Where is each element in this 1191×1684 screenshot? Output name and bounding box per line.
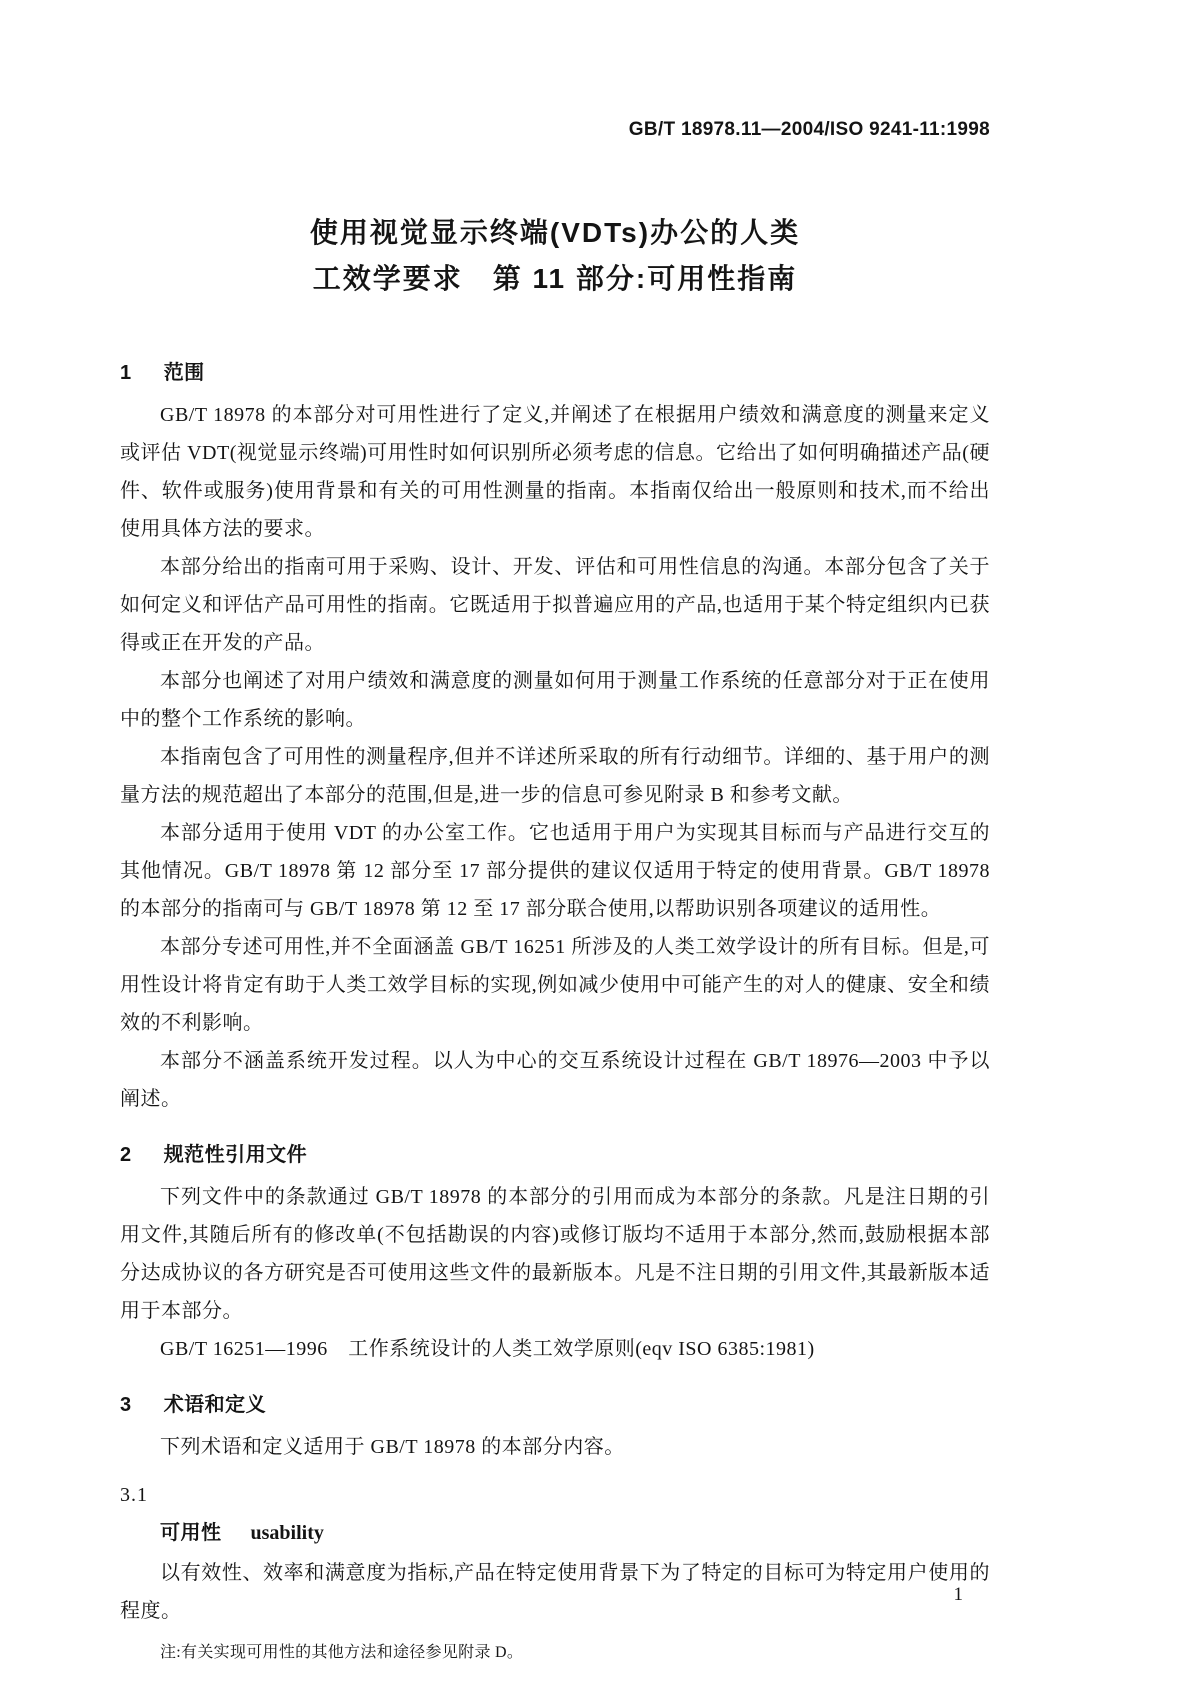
note-text: 注:有关实现可用性的其他方法和途径参见附录 D。	[160, 1644, 524, 1661]
paragraph: 下列文件中的条款通过 GB/T 18978 的本部分的引用而成为本部分的条款。凡是注日期的引用文件,其随后所有的修改单(不包括勘误的内容)或修订版均不适用于本部分,然而,鼓励根据本部分达成协议的各方研究是否可使用这些文件的最新版本。凡是不注日期的引用文件,其最新版本适用于本部分。	[120, 1186, 990, 1322]
paragraph: 本部分给出的指南可用于采购、设计、开发、评估和可用性信息的沟通。本部分包含了关于如何定义和评估产品可用性的指南。它既适用于拟普遍应用的产品,也适用于某个特定组织内已获得或正在开发的产品。	[120, 556, 990, 654]
section-title: 术语和定义	[163, 1394, 267, 1416]
paragraph: GB/T 18978 的本部分对可用性进行了定义,并阐述了在根据用户绩效和满意度的测量来定义或评估 VDT(视觉显示终端)可用性时如何识别所必须考虑的信息。它给出了如何明确描述产品(硬件、软件或服务)使用背景和有关的可用性测量的指南。本指南仅给出一般原则和技术,而不给出使用具体方法的要求。	[120, 404, 990, 540]
section-number: 1	[120, 362, 132, 384]
title-line-2: 工效学要求 第 11 部分:可用性指南	[312, 263, 798, 294]
term-chinese: 可用性	[160, 1522, 222, 1544]
section-number: 2	[120, 1144, 132, 1166]
section-number: 3	[120, 1394, 132, 1416]
section-normative-references-heading	[120, 1142, 990, 1168]
section-terms-definitions-heading	[120, 1392, 990, 1418]
section-terms-definitions	[120, 1392, 990, 1668]
clause-number: 3.1	[120, 1484, 148, 1506]
section-title: 范围	[163, 362, 205, 384]
section-normative-references	[120, 1142, 990, 1368]
page-number: 1	[953, 1584, 963, 1605]
reference-entry: GB/T 16251—1996 工作系统设计的人类工效学原则(eqv ISO 6385:1981)	[160, 1338, 815, 1360]
section-scope-heading	[120, 360, 990, 386]
section-scope	[120, 360, 990, 1118]
paragraph: 本部分不涵盖系统开发过程。以人为中心的交互系统设计过程在 GB/T 18976—2003 中予以阐述。	[120, 1050, 990, 1110]
section-title: 规范性引用文件	[163, 1144, 308, 1166]
paragraph: 下列术语和定义适用于 GB/T 18978 的本部分内容。	[160, 1436, 625, 1458]
paragraph: 本部分也阐述了对用户绩效和满意度的测量如何用于测量工作系统的任意部分对于正在使用中的整个工作系统的影响。	[120, 670, 990, 730]
term-english: usability	[250, 1522, 324, 1544]
paragraph: 本部分专述可用性,并不全面涵盖 GB/T 16251 所涉及的人类工效学设计的所有目标。但是,可用性设计将肯定有助于人类工效学目标的实现,例如减少使用中可能产生的对人的健康、安全和绩效的不利影响。	[120, 936, 990, 1034]
title-line-1: 使用视觉显示终端(VDTs)办公的人类	[309, 217, 801, 248]
term-entry	[120, 1518, 990, 1548]
term-definition: 以有效性、效率和满意度为指标,产品在特定使用背景下为了特定的目标可为特定用户使用的程度。	[120, 1562, 990, 1622]
paragraph: 本部分适用于使用 VDT 的办公室工作。它也适用于用户为实现其目标而与产品进行交互的其他情况。GB/T 18978 第 12 部分至 17 部分提供的建议仅适用于特定的使用背景。GB/T 18978 的本部分的指南可与 GB/T 18978 第 12 至 17 部分联合使用,以帮助识别各项建议的适用性。	[120, 822, 990, 920]
standard-number-header: GB/T 18978.11—2004/ISO 9241-11:1998	[628, 119, 990, 140]
paragraph: 本指南包含了可用性的测量程序,但并不详述所采取的所有行动细节。详细的、基于用户的测量方法的规范超出了本部分的范围,但是,进一步的信息可参见附录 B 和参考文献。	[120, 746, 990, 806]
document-title	[120, 210, 990, 302]
